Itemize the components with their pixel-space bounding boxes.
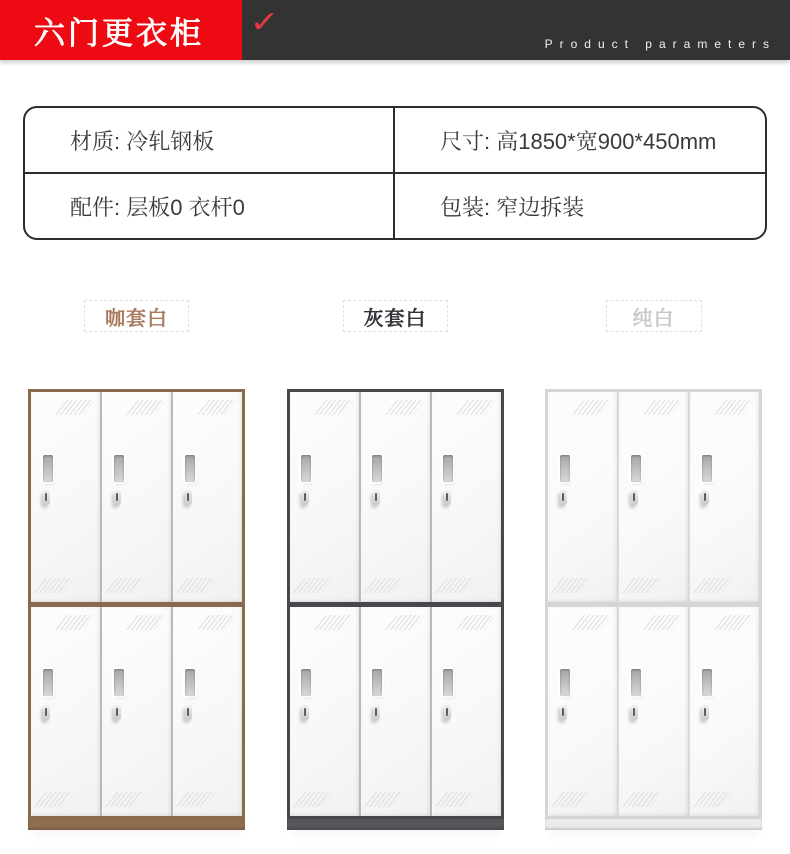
vent-icon <box>34 578 74 593</box>
locker-door-row <box>548 392 759 607</box>
name-card-slot <box>43 455 53 482</box>
vent-icon <box>572 615 612 630</box>
vent-icon <box>364 792 404 807</box>
name-card-slot <box>631 455 641 482</box>
name-card-slot <box>631 669 641 696</box>
name-card-slot <box>372 455 382 482</box>
locker-door <box>173 392 242 602</box>
locker-images-row <box>0 389 790 830</box>
locker-door <box>173 607 242 817</box>
name-card-slot <box>301 455 311 482</box>
variant-label-pure-white[interactable]: 纯白 <box>606 300 702 332</box>
locker-door-row <box>548 607 759 817</box>
name-card-slot <box>185 669 195 696</box>
vent-icon <box>643 400 683 415</box>
lock-icon <box>444 490 451 505</box>
lock-icon <box>702 705 709 720</box>
locker-door <box>548 392 617 602</box>
vent-icon <box>385 400 425 415</box>
vent-icon <box>55 615 95 630</box>
lock-icon <box>373 490 380 505</box>
product-title-block <box>0 0 242 60</box>
locker-door <box>290 392 359 602</box>
spec-cell-material: 材质: 冷轧钢板 <box>25 108 395 174</box>
name-card-slot <box>443 669 453 696</box>
vent-icon <box>551 792 591 807</box>
lock-icon <box>560 490 567 505</box>
vent-icon <box>197 400 237 415</box>
vent-icon <box>385 615 425 630</box>
lock-icon <box>114 490 121 505</box>
checkmark-icon: ✓ <box>249 6 280 39</box>
locker-door <box>361 607 430 817</box>
spec-cell-size: 尺寸: 高1850*宽900*450mm <box>395 108 765 174</box>
locker-frame <box>28 389 245 819</box>
locker-door-row <box>290 392 501 607</box>
vent-icon <box>293 578 333 593</box>
vent-icon <box>714 400 754 415</box>
vent-icon <box>693 578 733 593</box>
locker-door <box>31 607 100 817</box>
lock-icon <box>631 490 638 505</box>
locker-door <box>619 392 688 602</box>
name-card-slot <box>114 455 124 482</box>
vent-icon <box>293 792 333 807</box>
lock-icon <box>185 705 192 720</box>
vent-icon <box>126 400 166 415</box>
locker-door <box>619 607 688 817</box>
spec-table <box>23 106 767 240</box>
lock-icon <box>560 705 567 720</box>
spec-cell-packaging: 包装: 窄边拆装 <box>440 194 585 220</box>
variant-label-cell <box>545 300 762 332</box>
lock-icon <box>444 705 451 720</box>
vent-icon <box>176 792 216 807</box>
header-bar <box>0 0 790 60</box>
variant-label-cell <box>287 300 504 332</box>
locker-base <box>545 819 762 830</box>
lock-icon <box>631 705 638 720</box>
locker-image-coffee-white <box>28 389 245 830</box>
variant-labels-row <box>0 300 790 332</box>
vent-icon <box>572 400 612 415</box>
vent-icon <box>693 792 733 807</box>
locker-door <box>432 392 501 602</box>
name-card-slot <box>443 455 453 482</box>
product-title: 六门更衣柜 <box>34 15 204 51</box>
vent-icon <box>456 615 496 630</box>
lock-icon <box>114 705 121 720</box>
locker-door <box>102 392 171 602</box>
variant-label-coffee-white[interactable]: 咖套白 <box>84 300 189 332</box>
locker-door-row <box>290 607 501 817</box>
lock-icon <box>302 705 309 720</box>
vent-icon <box>314 400 354 415</box>
vent-icon <box>622 578 662 593</box>
lock-icon <box>43 705 50 720</box>
vent-icon <box>197 615 237 630</box>
vent-icon <box>714 615 754 630</box>
name-card-slot <box>43 669 53 696</box>
locker-image-pure-white <box>545 389 762 830</box>
lock-icon <box>43 490 50 505</box>
vent-icon <box>456 400 496 415</box>
name-card-slot <box>114 669 124 696</box>
locker-door-row <box>31 607 242 817</box>
vent-icon <box>105 578 145 593</box>
name-card-slot <box>560 455 570 482</box>
name-card-slot <box>185 455 195 482</box>
lock-icon <box>373 705 380 720</box>
locker-frame <box>545 389 762 819</box>
name-card-slot <box>301 669 311 696</box>
locker-door-row <box>31 392 242 607</box>
locker-door <box>548 607 617 817</box>
name-card-slot <box>702 669 712 696</box>
variant-label-cell <box>28 300 245 332</box>
name-card-slot <box>560 669 570 696</box>
vent-icon <box>126 615 166 630</box>
vent-icon <box>551 578 591 593</box>
locker-door <box>432 607 501 817</box>
lock-icon <box>185 490 192 505</box>
variant-label-gray-white[interactable]: 灰套白 <box>343 300 448 332</box>
vent-icon <box>643 615 683 630</box>
name-card-slot <box>702 455 712 482</box>
locker-door <box>361 392 430 602</box>
lock-icon <box>302 490 309 505</box>
vent-icon <box>364 578 404 593</box>
locker-door <box>31 392 100 602</box>
header-subtitle: Product parameters <box>544 37 776 51</box>
vent-icon <box>314 615 354 630</box>
vent-icon <box>55 400 95 415</box>
name-card-slot <box>372 669 382 696</box>
lock-icon <box>702 490 709 505</box>
vent-icon <box>435 578 475 593</box>
vent-icon <box>622 792 662 807</box>
locker-door <box>290 607 359 817</box>
spec-cell-accessories: 配件: 层板0 衣杆0 <box>25 174 395 238</box>
vent-icon <box>34 792 74 807</box>
locker-base <box>28 819 245 830</box>
locker-door <box>102 607 171 817</box>
vent-icon <box>105 792 145 807</box>
locker-image-gray-white <box>287 389 504 830</box>
locker-door <box>690 392 759 602</box>
locker-door <box>690 607 759 817</box>
locker-frame <box>287 389 504 819</box>
vent-icon <box>176 578 216 593</box>
locker-base <box>287 819 504 830</box>
vent-icon <box>435 792 475 807</box>
